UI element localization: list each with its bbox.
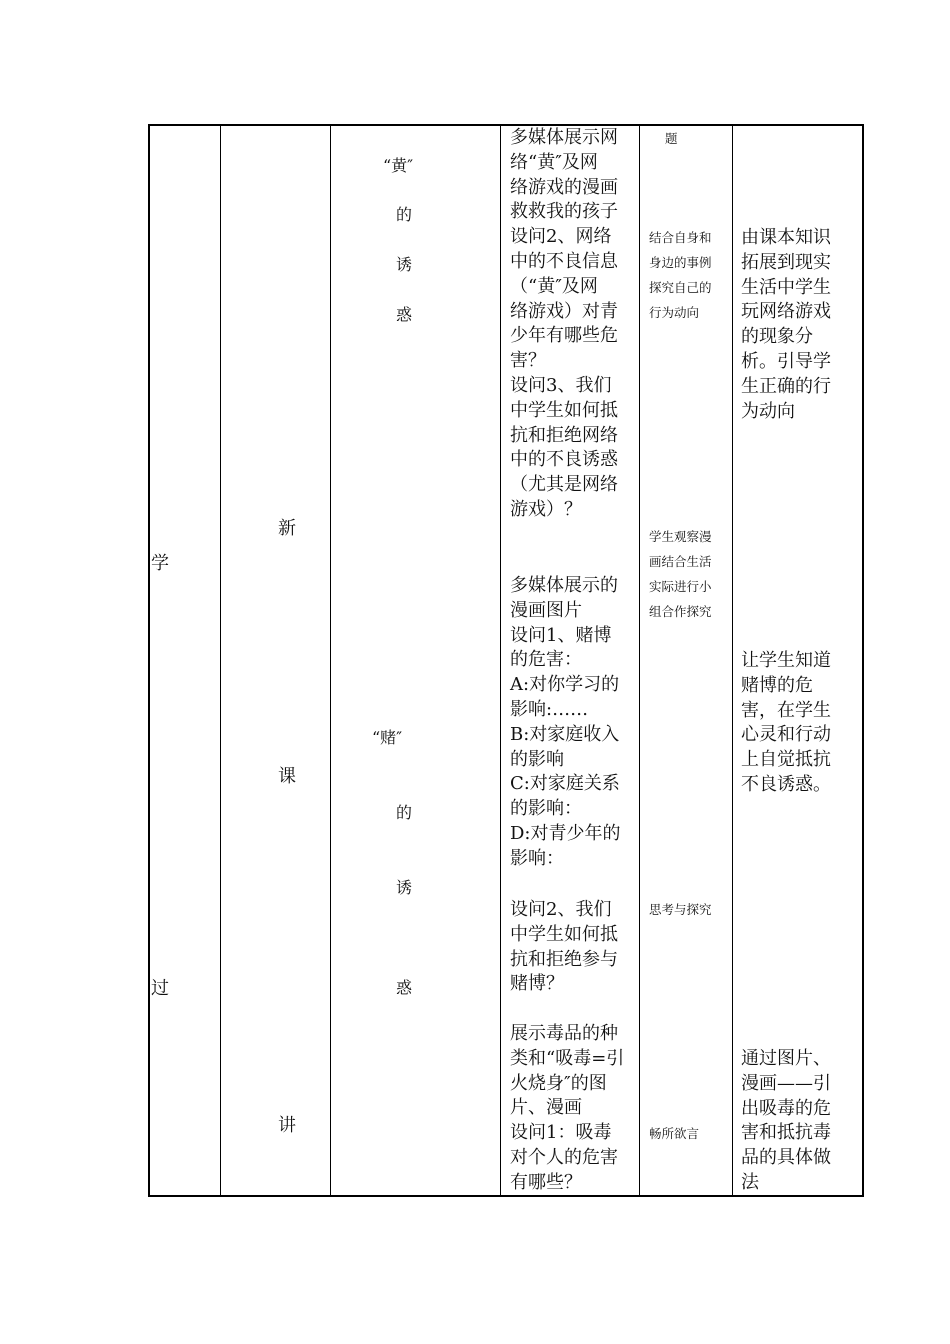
text-line: 络“黄″及网 xyxy=(510,151,598,173)
text-line: 害，在学生 xyxy=(741,699,831,721)
table-border-top xyxy=(148,124,864,126)
text-line: 思考与探究 xyxy=(649,902,712,917)
text-line: 少年有哪些危 xyxy=(510,325,618,347)
text-line: 结合自身和 xyxy=(649,230,712,245)
text-line: 出吸毒的危 xyxy=(741,1097,831,1119)
text-line: D:对青少年的 xyxy=(510,822,621,844)
text-line: 害？ xyxy=(510,350,546,372)
student-activity-2 xyxy=(649,524,712,624)
text-line: 玩网络游戏 xyxy=(741,301,831,323)
topic1-char: “黄″ xyxy=(383,156,414,175)
text-line: （尤其是网络 xyxy=(510,474,618,496)
column-divider-5 xyxy=(732,124,733,1197)
text-line: 身边的事例 xyxy=(649,255,712,270)
text-line: 法 xyxy=(741,1171,759,1193)
design-intent-3 xyxy=(741,1047,831,1196)
text-line: 设问3、我们 xyxy=(510,374,612,396)
text-line: C:对家庭关系 xyxy=(510,773,620,795)
text-line: 不良诱惑。 xyxy=(741,773,831,795)
text-line: 由课本知识 xyxy=(741,227,831,248)
section-label: 讲 xyxy=(278,1115,296,1136)
text-line: 析。引导学 xyxy=(741,350,831,372)
topic2-char: 惑 xyxy=(396,978,413,997)
topic1-char: 诱 xyxy=(396,255,413,274)
text-line: 生正确的行 xyxy=(741,375,831,397)
text-line: 的危害： xyxy=(510,649,582,671)
stage-label: 过 xyxy=(151,978,169,999)
text-line: 的影响： xyxy=(510,798,582,820)
text-line: 中学生如何抵 xyxy=(510,399,618,421)
text-line: 游戏）？ xyxy=(510,498,582,520)
topic2-char: 诱 xyxy=(396,878,413,897)
text-line: 为动向 xyxy=(741,400,795,422)
text-line: 对个人的危害 xyxy=(510,1146,618,1168)
text-line: 探究自己的 xyxy=(649,280,712,295)
text-line: 题 xyxy=(665,131,678,146)
text-line: 中学生如何抵 xyxy=(510,923,618,945)
teacher-activity-block-1 xyxy=(510,126,618,523)
teacher-activity-block-4 xyxy=(510,1022,624,1196)
topic1-char: 的 xyxy=(396,205,413,224)
text-line: 拓展到现实 xyxy=(741,251,831,273)
text-line: 上自觉抵抗 xyxy=(741,749,831,771)
text-line: 展示毒品的种 xyxy=(510,1023,618,1044)
section-label: 新 xyxy=(278,518,296,539)
stage-label: 学 xyxy=(151,553,169,574)
text-line: 赌博？ xyxy=(510,973,564,995)
text-line: 抗和拒绝网络 xyxy=(510,424,618,446)
text-line: 实际进行小 xyxy=(649,579,712,594)
text-line: 畅所欲言 xyxy=(649,1126,700,1141)
text-line: 让学生知道 xyxy=(741,650,831,671)
column-divider-3 xyxy=(500,124,501,1197)
text-line: 抗和拒绝参与 xyxy=(510,948,618,970)
text-line: 的现象分 xyxy=(741,326,813,348)
topic2-char: 的 xyxy=(396,803,413,822)
column-divider-4 xyxy=(639,124,640,1197)
section-label: 课 xyxy=(278,766,296,787)
text-line: 多媒体展示网 xyxy=(510,127,618,148)
text-line: 赌博的危 xyxy=(741,674,813,696)
text-line: 设问1：吸毒 xyxy=(510,1122,612,1144)
text-line: B:对家庭收入 xyxy=(510,723,620,745)
student-activity-1 xyxy=(649,225,712,325)
table-border-left xyxy=(148,124,150,1197)
text-line: 通过图片、 xyxy=(741,1048,831,1069)
text-line: 类和“吸毒=引 xyxy=(510,1047,625,1069)
text-line: 漫画图片 xyxy=(510,599,582,621)
column-divider-1 xyxy=(220,124,221,1197)
text-line: 学生观察漫 xyxy=(649,529,712,544)
text-line: 生活中学生 xyxy=(741,276,831,298)
teacher-activity-block-2 xyxy=(510,574,621,872)
column-divider-2 xyxy=(330,124,331,1197)
table-border-right xyxy=(862,124,864,1197)
text-line: 设问2、网络 xyxy=(510,226,612,248)
text-line: 中的不良信息 xyxy=(510,250,618,272)
student-activity-3 xyxy=(649,897,712,922)
student-activity-0 xyxy=(665,126,678,151)
text-line: 影响:…… xyxy=(510,698,589,720)
text-line: 画结合生活 xyxy=(649,554,712,569)
text-line: 设问2、我们 xyxy=(510,899,612,920)
text-line: 品的具体做 xyxy=(741,1147,831,1169)
text-line: 中的不良诱惑 xyxy=(510,449,618,471)
topic2-char: “赌″ xyxy=(372,728,403,747)
text-line: 络游戏的漫画 xyxy=(510,176,618,198)
design-intent-1 xyxy=(741,226,831,424)
topic1-char: 惑 xyxy=(396,305,413,324)
text-line: （“黄″及网 xyxy=(510,275,598,297)
text-line: 络游戏）对青 xyxy=(510,300,618,322)
design-intent-2 xyxy=(741,649,831,798)
student-activity-4 xyxy=(649,1121,699,1146)
text-line: 行为动向 xyxy=(649,305,700,320)
text-line: 漫画——引 xyxy=(741,1072,831,1094)
text-line: 害和抵抗毒 xyxy=(741,1122,831,1144)
text-line: 的影响 xyxy=(510,748,564,770)
text-line: 火烧身″的图 xyxy=(510,1072,607,1094)
text-line: 心灵和行动 xyxy=(741,724,831,746)
text-line: 组合作探究 xyxy=(649,604,712,619)
teacher-activity-block-3 xyxy=(510,898,618,997)
text-line: 影响： xyxy=(510,847,564,869)
text-line: 救救我的孩子 xyxy=(510,201,618,223)
text-line: 有哪些？ xyxy=(510,1171,582,1193)
text-line: 设问1、赌博 xyxy=(510,624,612,646)
text-line: A:对你学习的 xyxy=(510,674,620,696)
text-line: 多媒体展示的 xyxy=(510,575,618,596)
text-line: 片、漫画 xyxy=(510,1097,582,1119)
